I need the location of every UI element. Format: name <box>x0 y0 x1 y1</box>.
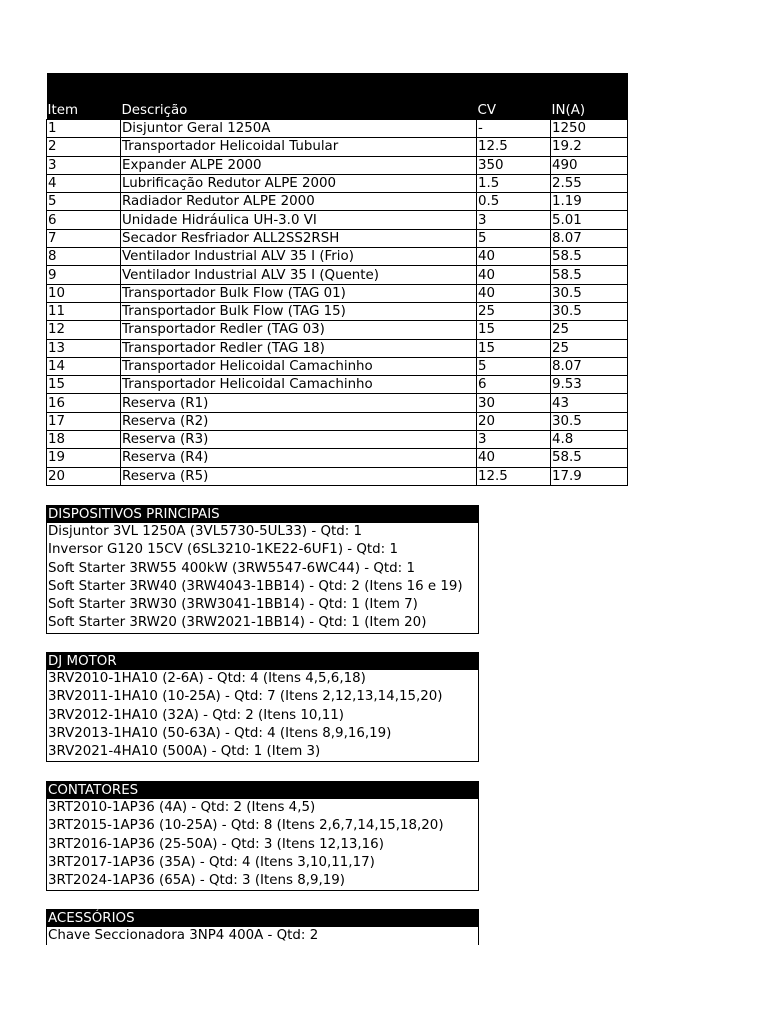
table-row <box>47 211 628 229</box>
list-item: 3RV2012-1HA10 (32A) - Qtd: 2 (Itens 10,11) <box>48 707 344 723</box>
cell-cv: 6 <box>477 376 551 394</box>
cell-item: 13 <box>47 339 121 357</box>
section-title: CONTATORES <box>47 782 478 799</box>
cell-item: 10 <box>47 284 121 302</box>
table-row <box>47 357 628 375</box>
cell-cv: - <box>477 120 551 138</box>
cell-description: Ventilador Industrial ALV 35 I (Frio) <box>121 248 477 266</box>
list-item: 3RV2010-1HA10 (2-6A) - Qtd: 4 (Itens 4,5,6,18) <box>48 671 366 686</box>
cell-description: Lubrificação Redutor ALPE 2000 <box>121 174 477 192</box>
section-acessorios <box>46 909 479 945</box>
cell-description: Reserva (R3) <box>121 431 477 449</box>
cell-in: 25 <box>551 321 628 339</box>
cell-description: Transportador Helicoidal Camachinho <box>121 376 477 394</box>
cell-in: 30.5 <box>551 284 628 302</box>
cell-description: Transportador Bulk Flow (TAG 01) <box>121 284 477 302</box>
cell-in: 19.2 <box>551 138 628 156</box>
section-title: DISPOSITIVOS PRINCIPAIS <box>47 506 478 523</box>
list-item: 3RT2016-1AP36 (25-50A) - Qtd: 3 (Itens 12,13,16) <box>48 836 384 852</box>
table-row <box>47 266 628 284</box>
table-row <box>47 449 628 467</box>
cell-cv: 12.5 <box>477 467 551 485</box>
cell-in: 43 <box>551 394 628 412</box>
list-item: 3RT2017-1AP36 (35A) - Qtd: 4 (Itens 3,10,11,17) <box>48 854 375 870</box>
section-title: DJ MOTOR <box>47 653 478 670</box>
header-in: IN(A) <box>551 73 628 120</box>
cell-cv: 12.5 <box>477 138 551 156</box>
table-row <box>47 229 628 247</box>
cell-description: Reserva (R5) <box>121 467 477 485</box>
cell-in: 2.55 <box>551 174 628 192</box>
table-row <box>47 156 628 174</box>
cell-in: 25 <box>551 339 628 357</box>
table-row <box>47 321 628 339</box>
cell-cv: 20 <box>477 412 551 430</box>
cell-in: 8.07 <box>551 357 628 375</box>
cell-item: 11 <box>47 302 121 320</box>
header-item: Item <box>47 73 121 120</box>
cell-in: 30.5 <box>551 412 628 430</box>
cell-item: 4 <box>47 174 121 192</box>
list-item: 3RT2024-1AP36 (65A) - Qtd: 3 (Itens 8,9,19) <box>48 873 346 889</box>
list-item: Disjuntor 3VL 1250A (3VL5730-5UL33) - Qtd: 1 <box>48 524 363 539</box>
cell-description: Transportador Redler (TAG 03) <box>121 321 477 339</box>
list-item: 3RT2015-1AP36 (10-25A) - Qtd: 8 (Itens 2,6,7,14,15,18,20) <box>48 818 444 834</box>
table-row <box>47 138 628 156</box>
table-row <box>47 302 628 320</box>
cell-in: 8.07 <box>551 229 628 247</box>
list-item: 3RV2013-1HA10 (50-63A) - Qtd: 4 (Itens 8,9,16,19) <box>48 725 392 741</box>
table-row <box>47 174 628 192</box>
cell-cv: 40 <box>477 266 551 284</box>
cell-item: 6 <box>47 211 121 229</box>
cell-item: 2 <box>47 138 121 156</box>
list-item: Inversor G120 15CV (6SL3210-1KE22-6UF1) - Qtd: 1 <box>48 542 398 558</box>
cell-in: 4.8 <box>551 431 628 449</box>
section-contatores <box>46 781 479 891</box>
cell-description: Reserva (R4) <box>121 449 477 467</box>
table-row <box>47 120 628 138</box>
cell-description: Transportador Bulk Flow (TAG 15) <box>121 302 477 320</box>
cell-cv: 40 <box>477 449 551 467</box>
header-description: Descrição <box>121 73 477 120</box>
cell-description: Transportador Redler (TAG 18) <box>121 339 477 357</box>
cell-cv: 15 <box>477 339 551 357</box>
section-dispositivos-principais <box>46 505 479 634</box>
cell-description: Reserva (R1) <box>121 394 477 412</box>
cell-description: Secador Resfriador ALL2SS2RSH <box>121 229 477 247</box>
cell-cv: 40 <box>477 284 551 302</box>
list-item: Soft Starter 3RW20 (3RW2021-1BB14) - Qtd: 1 (Item 20) <box>48 615 427 631</box>
table-row <box>47 394 628 412</box>
list-item: 3RV2011-1HA10 (10-25A) - Qtd: 7 (Itens 2,12,13,14,15,20) <box>48 689 443 705</box>
section-title: ACESSÓRIOS <box>47 910 478 927</box>
cell-cv: 5 <box>477 357 551 375</box>
cell-description: Ventilador Industrial ALV 35 I (Quente) <box>121 266 477 284</box>
cell-in: 58.5 <box>551 248 628 266</box>
cell-cv: 15 <box>477 321 551 339</box>
cell-in: 58.5 <box>551 449 628 467</box>
cell-cv: 3 <box>477 431 551 449</box>
cell-item: 1 <box>47 120 121 138</box>
cell-cv: 5 <box>477 229 551 247</box>
cell-in: 1.19 <box>551 193 628 211</box>
cell-in: 490 <box>551 156 628 174</box>
cell-in: 9.53 <box>551 376 628 394</box>
list-item: Soft Starter 3RW55 400kW (3RW5547-6WC44) - Qtd: 1 <box>48 560 415 576</box>
table-row <box>47 248 628 266</box>
cell-cv: 40 <box>477 248 551 266</box>
cell-item: 12 <box>47 321 121 339</box>
list-item: 3RV2021-4HA10 (500A) - Qtd: 1 (Item 3) <box>48 744 321 760</box>
cell-cv: 25 <box>477 302 551 320</box>
cell-item: 9 <box>47 266 121 284</box>
table-row <box>47 431 628 449</box>
section-dj-motor <box>46 652 479 762</box>
cell-cv: 30 <box>477 394 551 412</box>
cell-in: 1250 <box>551 120 628 138</box>
cell-item: 5 <box>47 193 121 211</box>
list-item: Chave Seccionadora 3NP4 400A - Qtd: 2 <box>48 928 319 943</box>
cell-description: Transportador Helicoidal Camachinho <box>121 357 477 375</box>
cell-item: 18 <box>47 431 121 449</box>
cell-in: 58.5 <box>551 266 628 284</box>
cell-item: 15 <box>47 376 121 394</box>
table-body <box>47 120 628 486</box>
cell-in: 17.9 <box>551 467 628 485</box>
cell-in: 30.5 <box>551 302 628 320</box>
cell-in: 5.01 <box>551 211 628 229</box>
cell-description: Reserva (R2) <box>121 412 477 430</box>
cell-cv: 0.5 <box>477 193 551 211</box>
cell-description: Radiador Redutor ALPE 2000 <box>121 193 477 211</box>
cell-item: 20 <box>47 467 121 485</box>
cell-item: 8 <box>47 248 121 266</box>
cell-item: 7 <box>47 229 121 247</box>
cell-description: Expander ALPE 2000 <box>121 156 477 174</box>
table-row <box>47 193 628 211</box>
cell-description: Transportador Helicoidal Tubular <box>121 138 477 156</box>
table-row <box>47 376 628 394</box>
table-row <box>47 284 628 302</box>
cell-item: 19 <box>47 449 121 467</box>
list-item: Soft Starter 3RW30 (3RW3041-1BB14) - Qtd: 1 (Item 7) <box>48 597 418 613</box>
cell-description: Unidade Hidráulica UH-3.0 VI <box>121 211 477 229</box>
table-row <box>47 412 628 430</box>
header-cv: CV <box>477 73 551 120</box>
list-item: Soft Starter 3RW40 (3RW4043-1BB14) - Qtd: 2 (Itens 16 e 19) <box>48 578 463 594</box>
cell-item: 14 <box>47 357 121 375</box>
table-row <box>47 467 628 485</box>
cell-cv: 350 <box>477 156 551 174</box>
cell-cv: 1.5 <box>477 174 551 192</box>
cell-cv: 3 <box>477 211 551 229</box>
table-header-row <box>47 73 628 120</box>
table-row <box>47 339 628 357</box>
list-item: 3RT2010-1AP36 (4A) - Qtd: 2 (Itens 4,5) <box>48 800 316 815</box>
cell-description: Disjuntor Geral 1250A <box>121 120 477 138</box>
cell-item: 17 <box>47 412 121 430</box>
cell-item: 3 <box>47 156 121 174</box>
equipment-table <box>46 73 628 486</box>
cell-item: 16 <box>47 394 121 412</box>
